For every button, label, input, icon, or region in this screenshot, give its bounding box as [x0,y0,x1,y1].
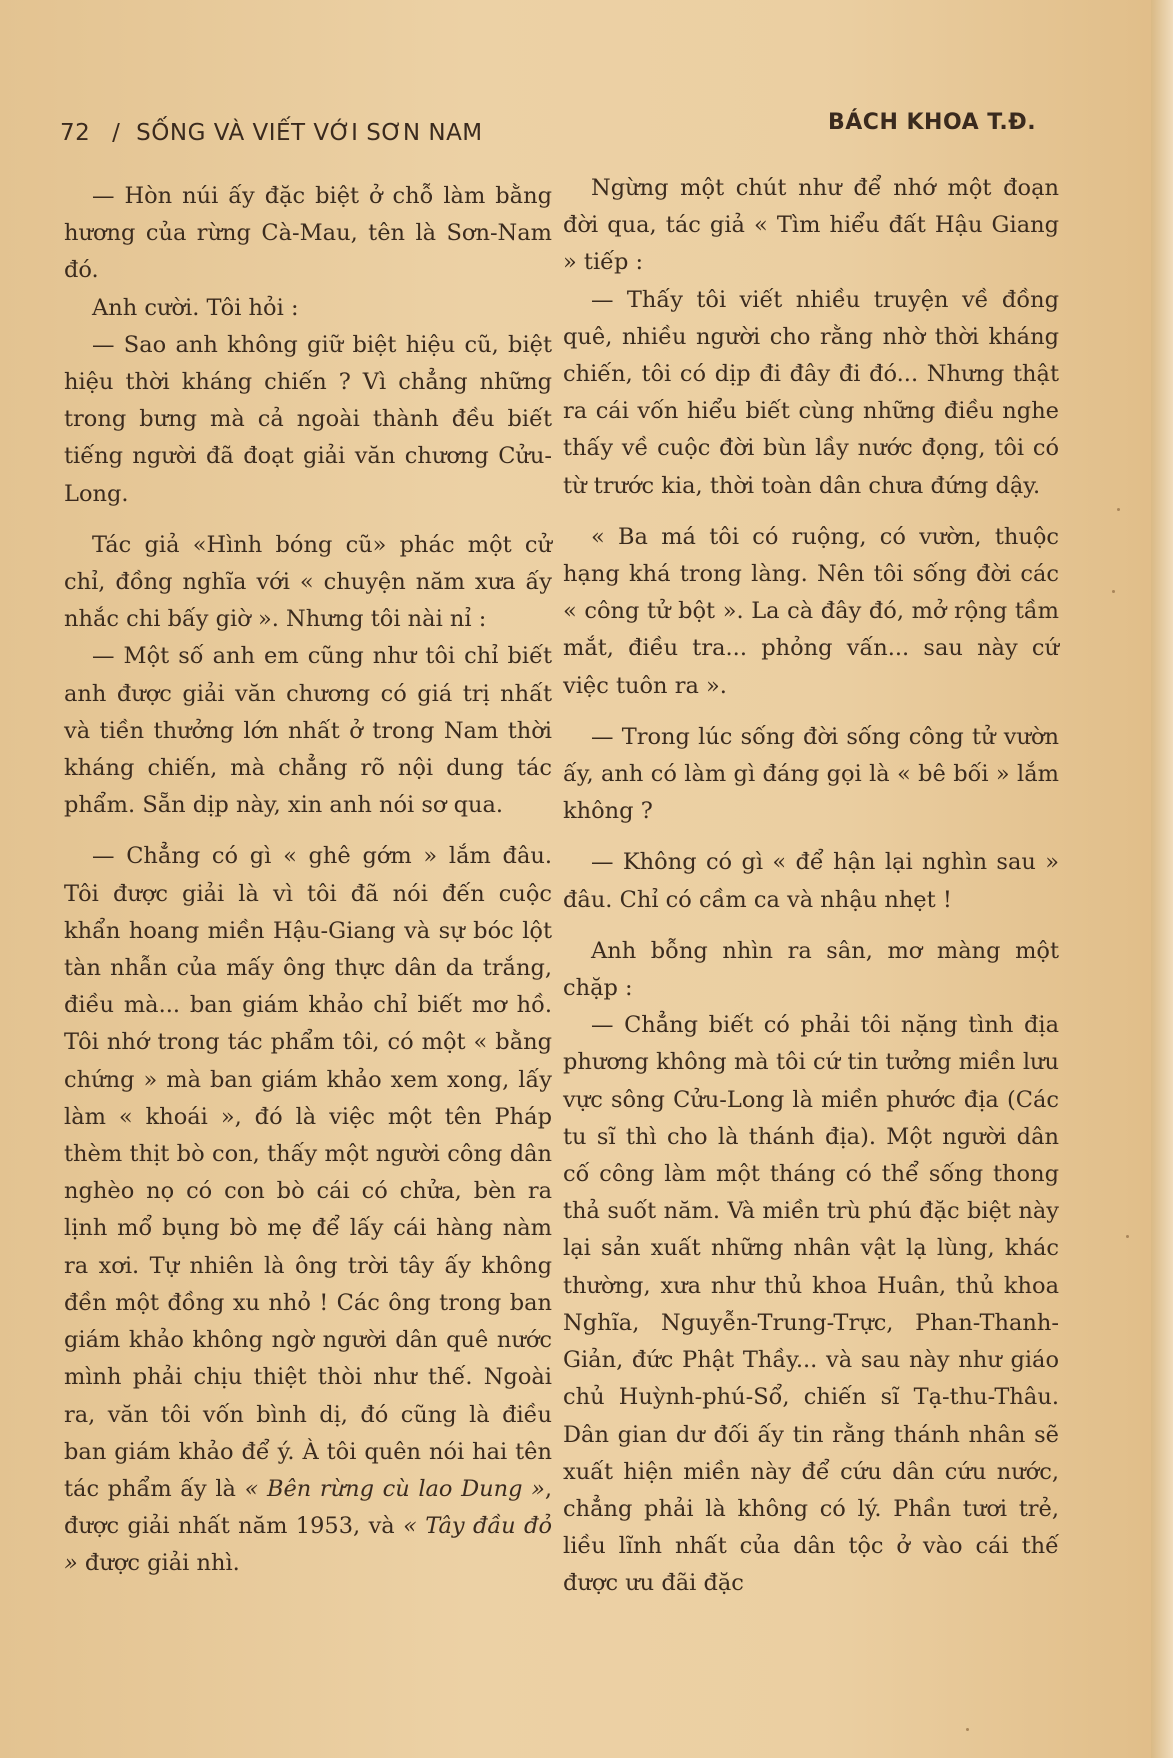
paragraph: — Thấy tôi viết nhiều truyện về đồng quê, nhiều người cho rằng nhờ thời kháng chiến, tôi có dịp đi đây đi đó... Nhưng thật ra cái vốn hiểu biết cùng những điều nghe thấy về cuộc đời bùn lầy nước đọng, tôi có từ trước kia, thời toàn dân chưa đứng dậy. [563,286,1059,499]
work-title-1: « Bên rừng cù lao Dung » [244,1475,545,1502]
paragraph: Ngừng một chút như để nhớ một đoạn đời qua, tác giả « Tìm hiểu đất Hậu Giang » tiếp : [563,175,1059,276]
work-title-2: « Tây đầu đỏ » [64,1513,552,1577]
running-title: SỐNG VÀ VIẾT VỚI SƠN NAM [136,120,483,146]
paragraph: — Sao anh không giữ biệt hiệu cũ, biệt hiệu thời kháng chiến ? Vì chẳng những trong bưng mà cả ngoài thành đều biết tiếng người đã đoạt giải văn chương Cửu-Long. [64,331,552,507]
paragraph-text: — Chẳng có gì « ghê gớm » lắm đâu. Tôi được giải là vì tôi đã nói đến cuộc khẩn hoang miền Hậu-Giang và sự bóc lột tàn nhẫn của mấy ông thực dân da trắng, điều mà... ban giám khảo chỉ biết mơ hồ. Tôi nhớ trong tác phẩm tôi, có một « bằng chứng » mà ban giám khảo xem xong, lấy làm « khoái », đó là việc một tên Pháp thèm thịt bò con, thấy một người công dân nghèo nọ có con bò cái có chửa, bèn ra lịnh mổ bụng bò mẹ để lấy cái hàng nàm ra xơi. Tự nhiên là ông trời tây ấy không đền một đồng xu nhỏ ! Các ông trong ban giám khảo không ngờ người dân quê nước mình phải chịu thiệt thòi như thế. Ngoài ra, văn tôi vốn bình dị, đó cũng là điều ban giám khảo để ý. À tôi quên nói hai tên tác phẩm ấy là [64,843,552,1502]
left-column [64,178,552,1583]
paragraph-text: , được giải nhất năm 1953, và [64,1475,553,1540]
running-header-left [60,120,560,146]
page-number: 72 [60,120,91,146]
paper-speck [1126,1235,1129,1238]
paragraph: Tác giả «Hình bóng cũ» phác một cử chỉ, đồng nghĩa với « chuyện năm xưa ấy nhắc chi bấy giờ ». Nhưng tôi nài nỉ : [64,531,552,633]
paragraph: Anh cười. Tôi hỏi : [92,294,299,321]
scan-edge [1151,0,1173,1758]
paragraph: — Trong lúc sống đời sống công tử vườn ấy, anh có làm gì đáng gọi là « bê bối » lắm không ? [563,723,1059,825]
right-column [563,170,1059,1603]
paragraph-text: được giải nhì. [77,1550,240,1577]
header-separator: / [112,120,121,146]
paper-speck [966,1728,969,1731]
paper-speck [1112,590,1115,593]
paper-speck [1117,508,1120,511]
paragraph: — Hòn núi ấy đặc biệt ở chỗ làm bằng hương của rừng Cà-Mau, tên là Sơn-Nam đó. [64,183,552,284]
paragraph: — Chẳng biết có phải tôi nặng tình địa phương không mà tôi cứ tin tưởng miền lưu vực sông Cửu-Long là miền phước địa (Các tu sĩ thì cho là thánh địa). Một người dân cố công làm một tháng có thể sống thong thả suốt năm. Và miền trù phú đặc biệt này lại sản xuất những nhân vật lạ lùng, khác thường, xưa như thủ khoa Huân, thủ khoa Nghĩa, Nguyễn-Trung-Trực, Phan-Thanh-Giản, đức Phật Thầy... và sau này như giáo chủ Huỳnh-phú-Sổ, chiến sĩ Tạ-thu-Thâu. Dân gian dư đối ấy tin rằng thánh nhân sẽ xuất hiện miền này để cứu dân cứu nước, chẳng phải là không có lý. Phần tươi trẻ, liều lĩnh nhất của dân tộc ở vào cái thế được ưu đãi đặc [563,1012,1059,1597]
paragraph: Anh bỗng nhìn ra sân, mơ màng một chặp : [563,937,1059,1002]
journal-title: BÁCH KHOA T.Đ. [828,110,1037,135]
paragraph: « Ba má tôi có ruộng, có vườn, thuộc hạng khá trong làng. Nên tôi sống đời các « công tử bột ». La cà đây đó, mở rộng tầm mắt, điều tra... phỏng vấn... sau này cứ việc tuôn ra ». [563,523,1059,699]
paragraph: — Không có gì « để hận lại nghìn sau » đâu. Chỉ có cầm ca và nhậu nhẹt ! [563,849,1059,913]
paragraph-last [64,838,552,1582]
paragraph: — Một số anh em cũng như tôi chỉ biết anh được giải văn chương có giá trị nhất và tiền thưởng lớn nhất ở trong Nam thời kháng chiến, mà chẳng rõ nội dung tác phẩm. Sẵn dịp này, xin anh nói sơ qua. [64,643,552,819]
